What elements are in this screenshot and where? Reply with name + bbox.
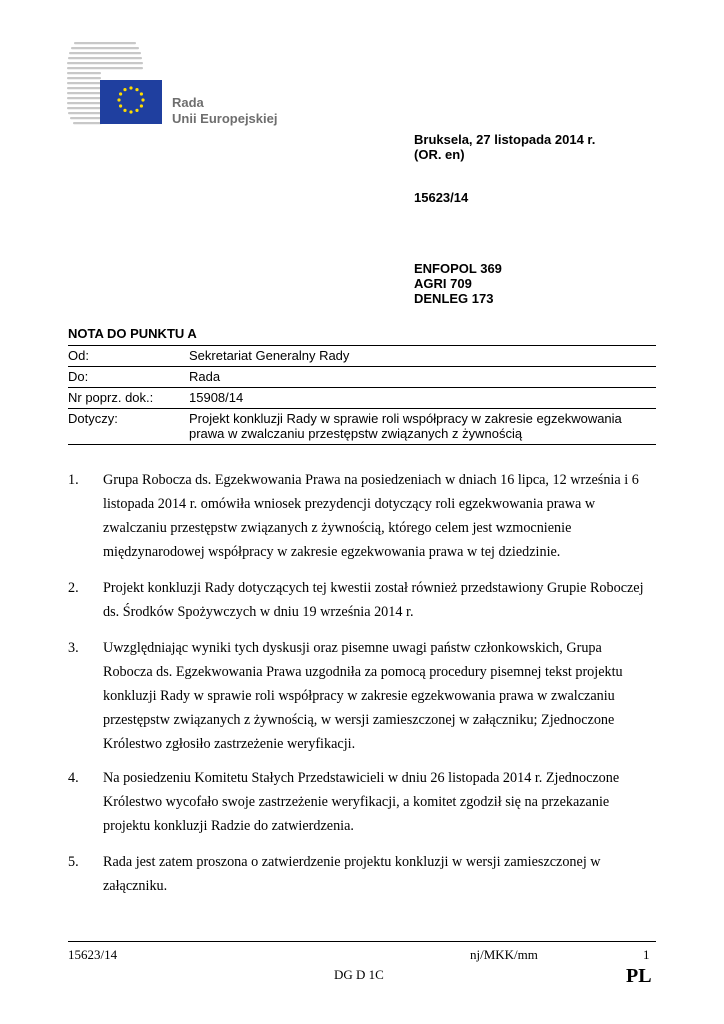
paragraph-number: 1. <box>68 472 79 488</box>
paragraph-4 <box>68 766 648 838</box>
paragraph-5 <box>68 850 648 898</box>
row-label-from: Od: <box>68 346 189 367</box>
row-value-from: Sekretariat Generalny Rady <box>189 346 656 367</box>
code-denleg: DENLEG 173 <box>414 291 494 306</box>
code-enfopol: ENFOPOL 369 <box>414 261 502 276</box>
table-row <box>68 409 656 445</box>
row-label-prev-doc: Nr poprz. dok.: <box>68 388 189 409</box>
paragraph-number: 3. <box>68 640 79 656</box>
paragraph-text: Uwzględniając wyniki tych dyskusji oraz pisemne uwagi państw członkowskich, Grupa Robocza ds. Egzekwowania Prawa uzgodniła za pomocą procedury pisemnej tekst projektu konkluzji Rady w sprawie roli współpracy w zakresie egzekwowania prawa w zwalczaniu przestępstw związanych z żywnością, w wersji zamieszczonej w załączniku; Zjednoczone Królestwo zgłosiło zastrzeżenie weryfikacji. <box>103 640 623 752</box>
place-date: Bruksela, 27 listopada 2014 r. <box>414 132 596 147</box>
nota-title: NOTA DO PUNKTU A <box>68 326 197 341</box>
document-number: 15623/14 <box>414 190 469 205</box>
row-value-to: Rada <box>189 367 656 388</box>
row-label-to: Do: <box>68 367 189 388</box>
paragraph-number: 2. <box>68 580 79 596</box>
metadata-table <box>68 345 656 445</box>
footer-doc-number: 15623/14 <box>68 947 118 962</box>
footer-divider <box>68 941 656 942</box>
footer-page-number: 1 <box>643 947 650 962</box>
code-agri: AGRI 709 <box>414 276 472 291</box>
paragraph-text: Na posiedzeniu Komitetu Stałych Przedstawicieli w dniu 26 listopada 2014 r. Zjednoczone Królestwo wycofało swoje zastrzeżenie weryfikacji, a komitet zgodził się na przekazanie projektu konkluzji Radzie do zatwierdzenia. <box>103 770 620 834</box>
footer-language-code: PL <box>626 965 652 987</box>
table-row <box>68 346 656 367</box>
table-row <box>68 388 656 409</box>
table-row <box>68 367 656 388</box>
paragraph-3 <box>68 636 648 756</box>
paragraph-2 <box>68 576 648 624</box>
paragraph-text: Grupa Robocza ds. Egzekwowania Prawa na posiedzeniach w dniach 16 lipca, 12 września i 6 listopada 2014 r. omówiła wniosek prezydencji dotyczący roli egzekwowania prawa w zwalczaniu przestępstw związanych z żywnością, którego celem jest wzmocnienie międzynarodowej współpracy w zakresie egzekwowania prawa w tej dziedzinie. <box>103 472 639 560</box>
footer-directorate: DG D 1C <box>334 967 384 982</box>
paragraph-1 <box>68 468 648 564</box>
logo-text-unii-europejskiej: Unii Europejskiej <box>172 111 278 126</box>
original-language: (OR. en) <box>414 147 465 162</box>
footer-reference: nj/MKK/mm <box>470 947 538 962</box>
logo-text-rada: Rada <box>172 95 204 110</box>
row-value-subject: Projekt konkluzji Rady w sprawie roli współpracy w zakresie egzekwowania prawa w zwalczaniu przestępstw związanych z żywnością <box>189 409 656 445</box>
paragraph-text: Rada jest zatem proszona o zatwierdzenie projektu konkluzji w wersji zamieszczonej w załączniku. <box>103 854 601 894</box>
paragraph-number: 4. <box>68 770 79 786</box>
row-value-prev-doc: 15908/14 <box>189 388 656 409</box>
row-label-subject: Dotyczy: <box>68 409 189 445</box>
paragraph-text: Projekt konkluzji Rady dotyczących tej kwestii został również przedstawiony Grupie Roboczej ds. Środków Spożywczych w dniu 19 września 2014 r. <box>103 580 644 620</box>
paragraph-number: 5. <box>68 854 79 870</box>
